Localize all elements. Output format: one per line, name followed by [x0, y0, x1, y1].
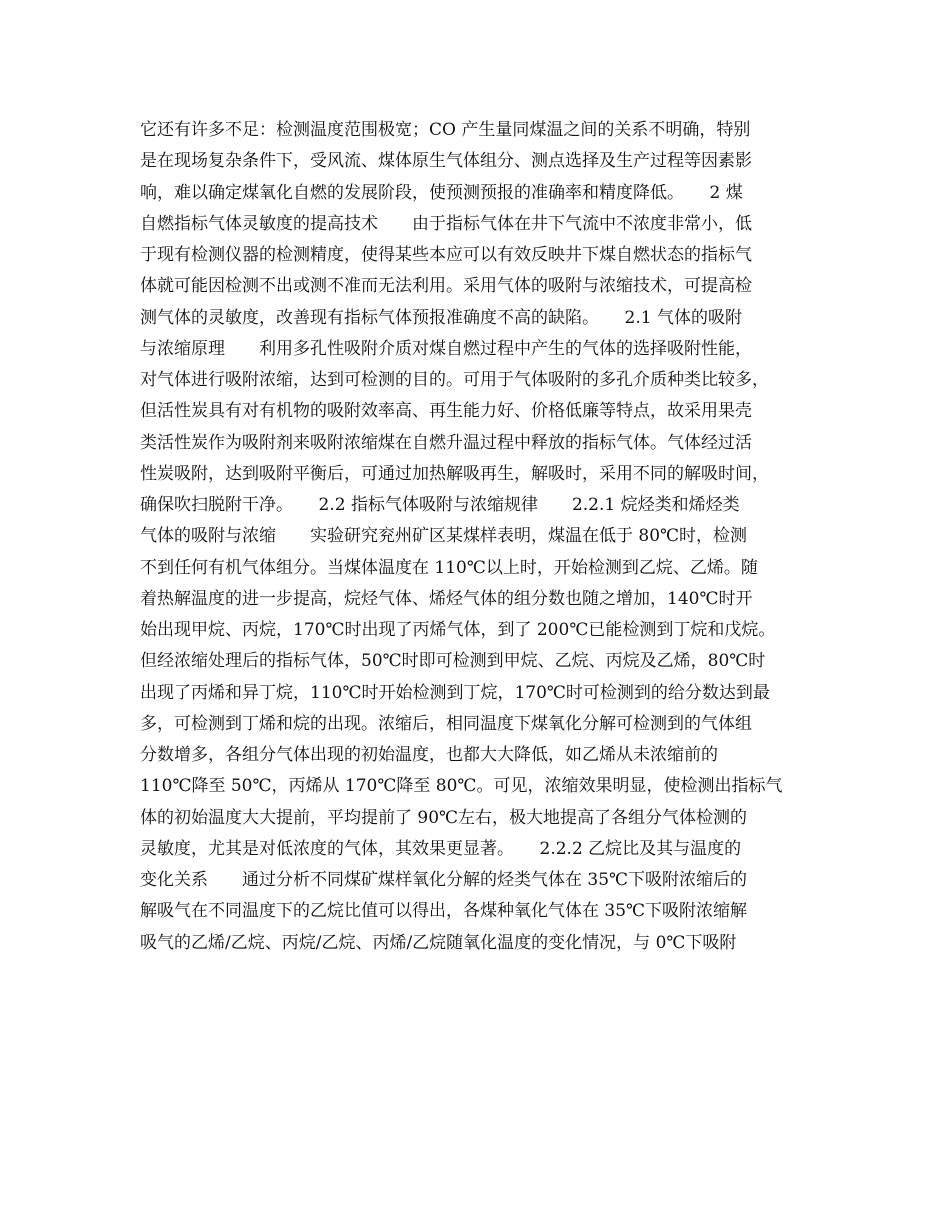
text-line: 对气体进行吸附浓缩，达到可检测的目的。可用于气体吸附的多孔介质种类比较多，: [140, 370, 769, 390]
text-line: 响，难以确定煤氧化自燃的发展阶段，使预测预报的准确率和精度降低。 2 煤: [140, 182, 743, 203]
text-line: 于现有检测仪器的检测精度，使得某些本应可以有效反映井下煤自燃状态的指标气: [140, 245, 752, 265]
text-line: 变化关系 通过分析不同煤矿煤样氧化分解的烃类气体在 35℃下吸附浓缩后的: [140, 870, 748, 890]
text-line: 气体的吸附与浓缩 实验研究兖州矿区某煤样表明，煤温在低于 80℃时，检测: [140, 526, 748, 547]
text-line: 体的初始温度大大提前，平均提前了 90℃左右，极大地提高了各组分气体检测的: [140, 807, 748, 828]
text-line: 类活性炭作为吸附剂来吸附浓缩煤在自燃升温过程中释放的指标气体。气体经过活: [140, 432, 752, 453]
text-line: 但经浓缩处理后的指标气体，50℃时即可检测到甲烷、乙烷、丙烷及乙烯，80℃时: [140, 651, 766, 672]
text-line: 但活性炭具有对有机物的吸附效率高、再生能力好、价格低廉等特点，故采用果壳: [140, 401, 752, 422]
text-line: 着热解温度的进一步提高，烷烃气体、烯烃气体的组分数也随之增加，140℃时开: [140, 588, 753, 609]
text-line: 确保吹扫脱附干净。 2.2 指标气体吸附与浓缩规律 2.2.1 烷烃类和烯烃类: [140, 495, 740, 515]
text-line: 它还有许多不足：检测温度范围极宽；CO 产生量同煤温之间的关系不明确，特别: [140, 120, 751, 140]
text-line: 与浓缩原理 利用多孔性吸附介质对煤自燃过程中产生的气体的选择吸附性能，: [140, 338, 752, 359]
text-line: 分数增多，各组分气体出现的初始温度，也都大大降低，如乙烯从未浓缩前的: [140, 745, 718, 765]
text-line: 110℃降至 50℃，丙烯从 170℃降至 80℃。可见，浓缩效果明显，使检测出指标气: [140, 776, 783, 797]
text-line: 测气体的灵敏度，改善现有指标气体预报准确度不高的缺陷。 2.1 气体的吸附: [140, 307, 742, 328]
text-line: 自燃指标气体灵敏度的提高技术 由于指标气体在井下气流中不浓度非常小，低: [140, 213, 752, 234]
text-line: 始出现甲烷、丙烷，170℃时出现了丙烯气体，到了 200℃已能检测到丁烷和戊烷。: [140, 620, 776, 640]
text-line: 吸气的乙烯/乙烷、丙烷/乙烷、丙烯/乙烷随氧化温度的变化情况，与 0℃下吸附: [140, 932, 737, 953]
text-line: 解吸气在不同温度下的乙烷比值可以得出，各煤种氧化气体在 35℃下吸附浓缩解: [140, 901, 748, 922]
text-line: 体就可能因检测不出或测不准而无法利用。采用气体的吸附与浓缩技术，可提高检: [140, 276, 752, 297]
text-line: 灵敏度，尤其是对低浓度的气体，其效果更显著。 2.2.2 乙烷比及其与温度的: [140, 838, 742, 859]
text-line: 性炭吸附，达到吸附平衡后，可通过加热解吸再生，解吸时，采用不同的解吸时间，: [140, 463, 769, 484]
text-line: 出现了丙烯和异丁烷，110℃时开始检测到丁烷，170℃时可检测到的给分数达到最: [140, 682, 770, 703]
body-text: [140, 115, 820, 959]
text-line: 多，可检测到丁烯和烷的出现。浓缩后，相同温度下煤氧化分解可检测到的气体组: [140, 713, 752, 734]
text-line: 是在现场复杂条件下，受风流、煤体原生气体组分、测点选择及生产过程等因素影: [140, 151, 752, 172]
text-line: 不到任何有机气体组分。当煤体温度在 110℃以上时，开始检测到乙烷、乙烯。随: [140, 557, 758, 578]
